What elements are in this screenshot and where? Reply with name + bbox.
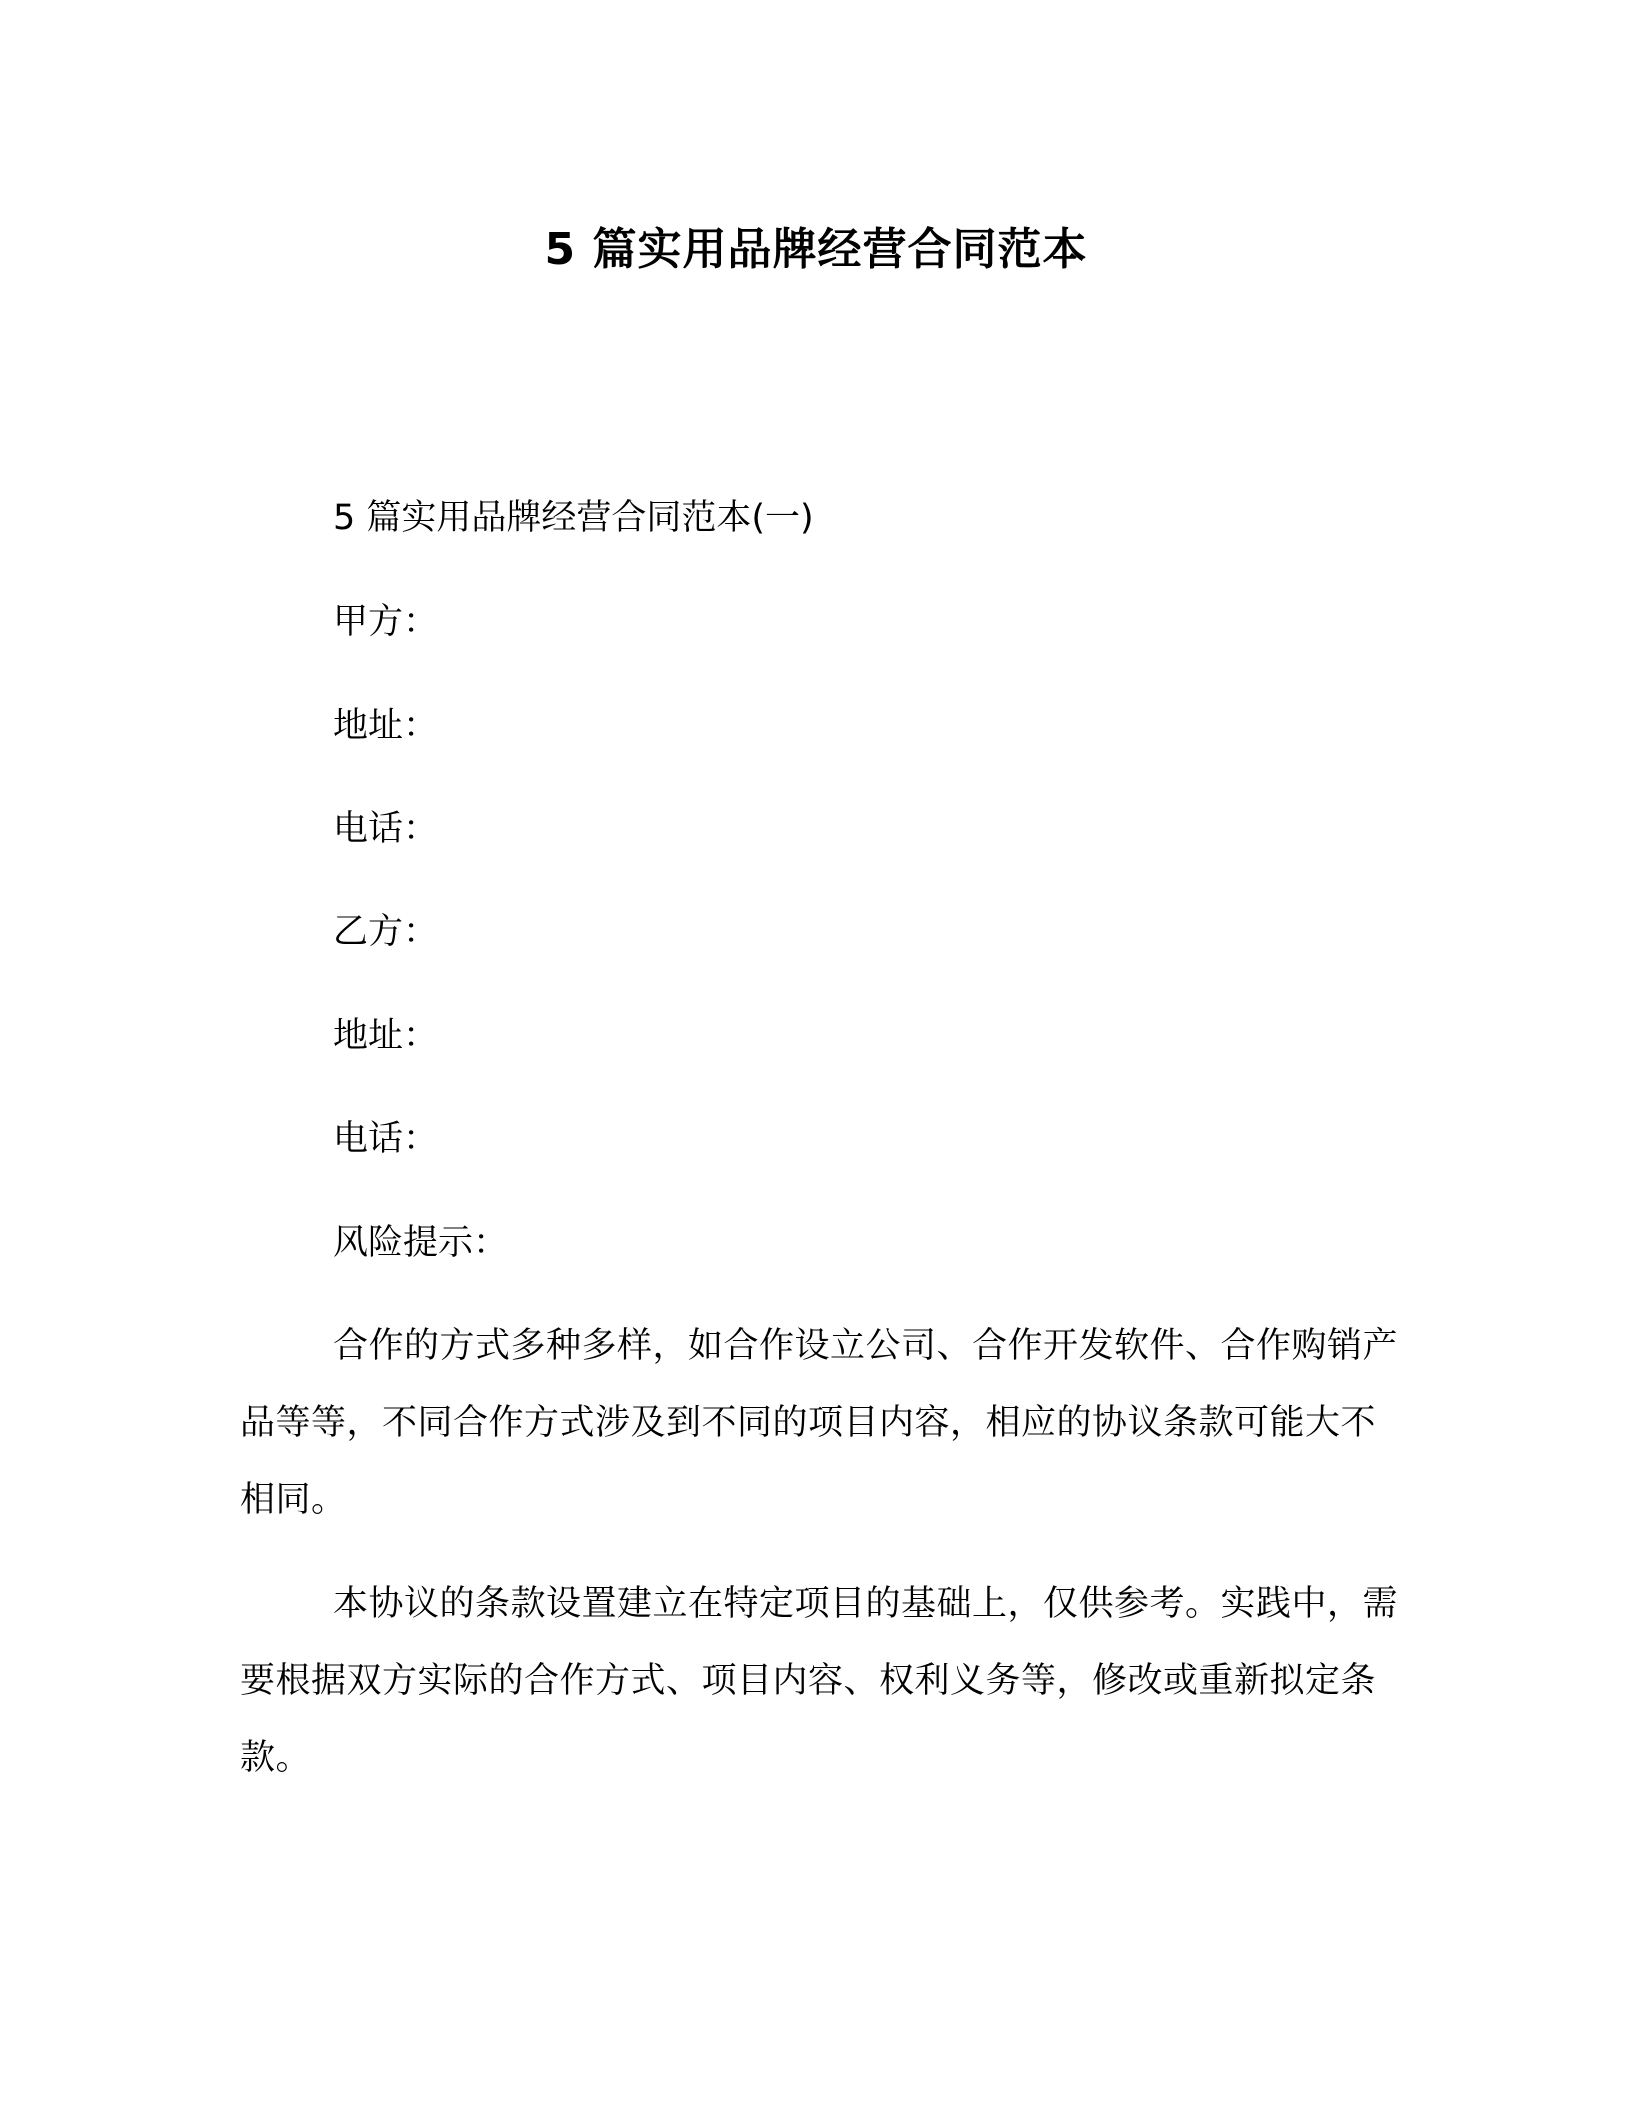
risk-notice-label: 风险提示：	[333, 1223, 509, 1263]
paragraph-cooperation-modes: 合作的方式多种多样，如合作设立公司、合作开发软件、合作购销产品等等，不同合作方式涉及到不同的项目内容，相应的协议条款可能大不相同。	[240, 1326, 1399, 1520]
party-a-label: 甲方：	[333, 602, 439, 642]
party-b-phone-label: 电话：	[333, 1119, 439, 1159]
party-a-address-label: 地址：	[333, 706, 439, 746]
paragraph-reference-notice: 本协议的条款设置建立在特定项目的基础上，仅供参考。实践中，需要根据双方实际的合作方式、项目内容、权利义务等，修改或重新拟定条款。	[240, 1584, 1399, 1778]
section-heading: 5 篇实用品牌经营合同范本(一)	[333, 498, 814, 538]
party-a-phone-label: 电话：	[333, 809, 439, 849]
document-title: 5 篇实用品牌经营合同范本	[544, 224, 1088, 275]
party-b-address-label: 地址：	[333, 1016, 439, 1056]
party-b-label: 乙方：	[333, 912, 439, 952]
